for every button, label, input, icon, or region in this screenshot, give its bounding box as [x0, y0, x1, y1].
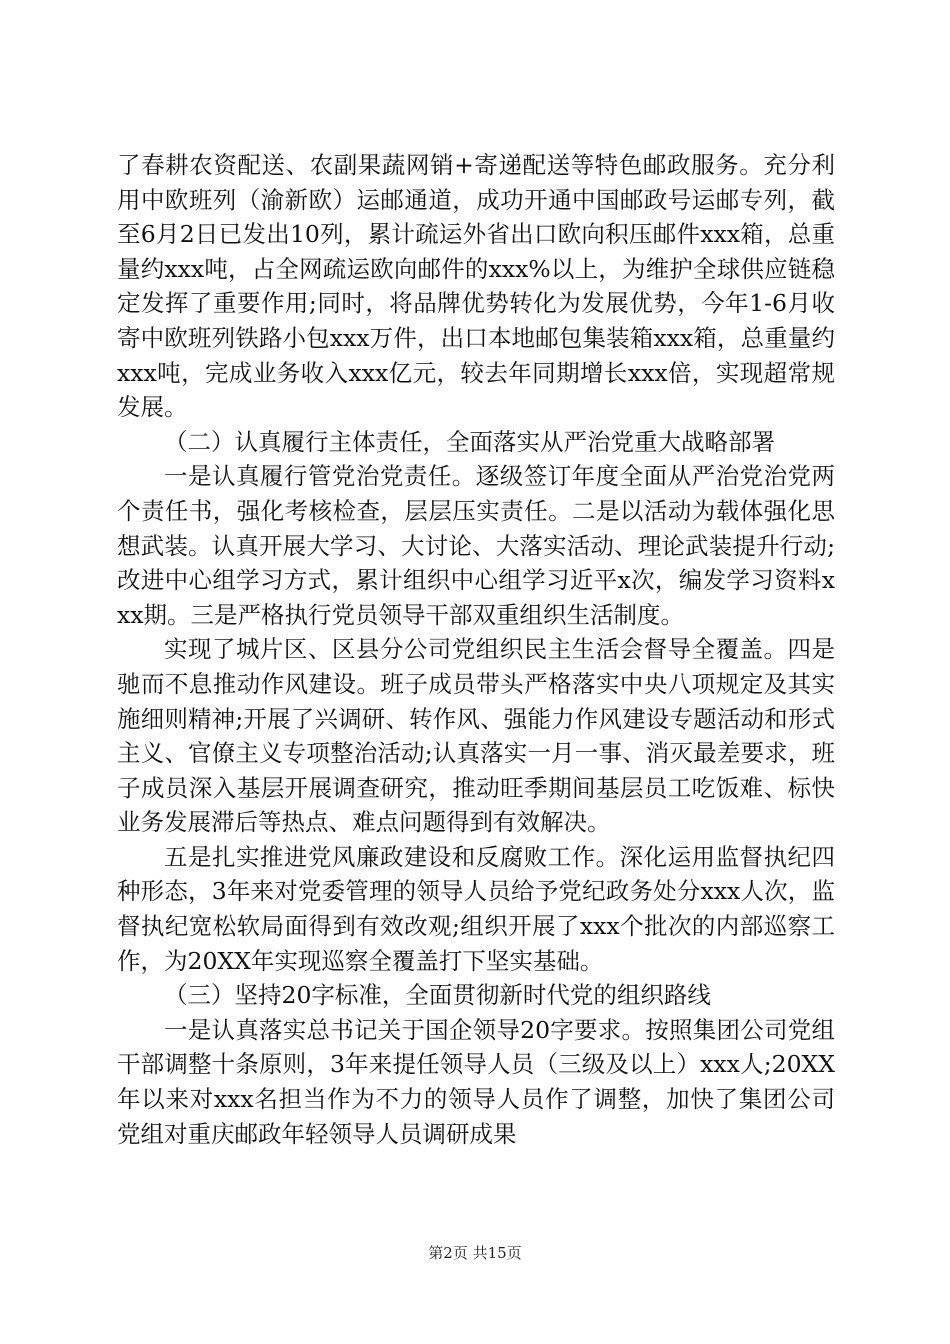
page-footer: 第2页 共15页 — [428, 1244, 522, 1262]
section-heading-three: （三）坚持20字标准，全面贯彻新时代党的组织路线 — [164, 981, 711, 1010]
paragraph-continuation: 了春耕农资配送、农副果蔬网销+寄递配送等特色邮政服务。充分利用中欧班列（渝新欧）运邮通道，成功开通中国邮政号运邮专列，截至6月2日已发出10列，累计疏运外省出口欧向积压邮件xxx箱，总重量约xxx吨，占全网疏运欧向邮件的xxx%以上，为维护全球供应链稳定发挥了重要作用;同时，将品牌优势转化为发展优势，今年1-6月收寄中欧班列铁路小包xxx万件，出口本地邮包集装箱xxx箱，总重量约xxx吨，完成业务收入xxx亿元，较去年同期增长xxx倍，实现超常规发展。 — [117, 151, 835, 422]
section-heading-two: （二）认真履行主体责任，全面落实从严治党重大战略部署 — [164, 427, 775, 456]
paragraph-party-responsibility: 一是认真履行管党治党责任。逐级签订年度全面从严治党治党两个责任书，强化考核检查，层层压实责任。二是以活动为载体强化思想武装。认真开展大学习、大讨论、大落实活动、理论武装提升行动;改进中心组学习方式，累计组织中心组学习近平x次，编发学习资料xxx期。三是严格执行党员领导干部双重组织生活制度。 — [117, 462, 835, 629]
paragraph-leadership-requirements: 一是认真落实总书记关于国企领导20字要求。按照集团公司党组干部调整十条原则，3年来提任领导人员（三级及以上）xxx人;20XX年以来对xxx名担当作为不力的领导人员作了调整，加快了集团公司党组对重庆邮政年轻领导人员调研成果 — [117, 1015, 835, 1148]
paragraph-anti-corruption: 五是扎实推进党风廉政建设和反腐败工作。深化运用监督执纪四种形态，3年来对党委管理的领导人员给予党纪政务处分xxx人次，监督执纪宽松软局面得到有效改观;组织开展了xxx个批次的内部巡察工作，为20XX年实现巡察全覆盖打下坚实基础。 — [117, 842, 835, 975]
paragraph-work-style: 实现了城片区、区县分公司党组织民主生活会督导全覆盖。四是驰而不息推动作风建设。班子成员带头严格落实中央八项规定及其实施细则精神;开展了兴调研、转作风、强能力作风建设专题活动和形式主义、官僚主义专项整治活动;认真落实一月一事、消灭最差要求，班子成员深入基层开展调查研究，推动旺季期间基层员工吃饭难、标快业务发展滞后等热点、难点问题得到有效解决。 — [117, 635, 835, 837]
document-body — [117, 148, 835, 1151]
